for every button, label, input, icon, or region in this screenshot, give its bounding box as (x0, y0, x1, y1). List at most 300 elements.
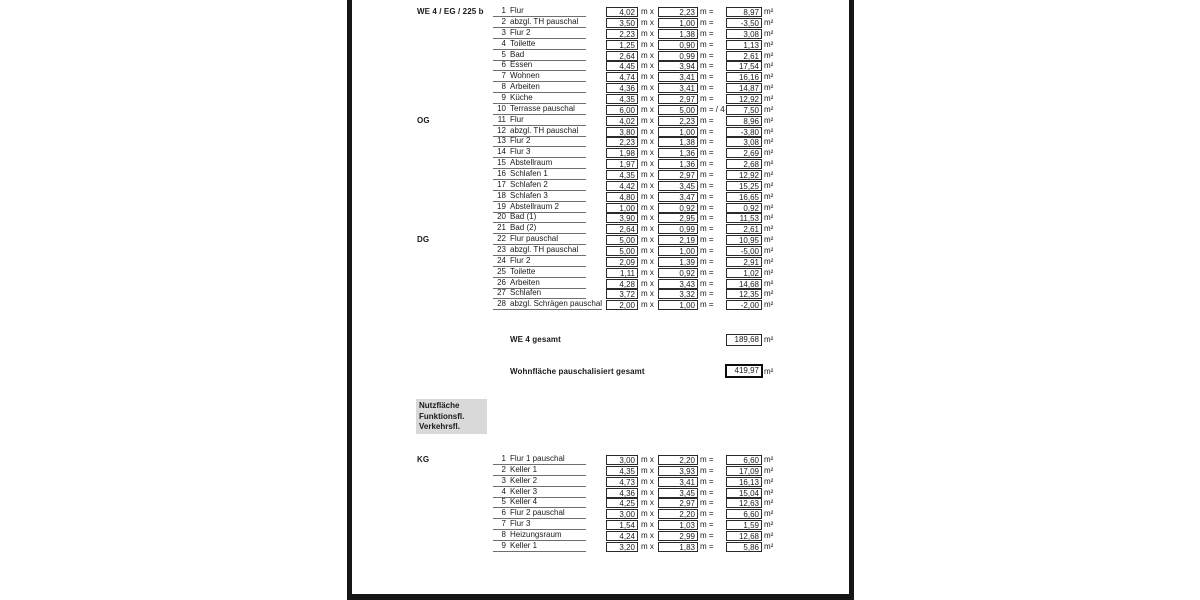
table-row (0, 202, 850, 213)
table-row (0, 104, 850, 115)
room-name-cell (493, 17, 586, 28)
height-value-box: 1,00 (658, 300, 698, 310)
room-name: Flur 2 (510, 255, 531, 265)
unit-sqm-label: m² (764, 180, 774, 190)
area-value-box: 15,25 (726, 181, 762, 191)
room-name: Flur 3 (510, 519, 531, 529)
room-name: Schlafen 1 (510, 168, 548, 178)
room-name: Bad (1) (510, 212, 537, 222)
room-name-cell (493, 256, 586, 267)
legend-line-verkehrsfl: Verkehrsfl. (419, 422, 460, 432)
unit-mx-label: m x (641, 202, 654, 212)
row-number: 28 (497, 299, 506, 309)
unit-sqm-label: m² (764, 83, 774, 93)
unit-sqm-label: m² (764, 531, 774, 540)
unit-sqm-label: m² (764, 137, 774, 147)
area-value-box: 2,91 (726, 257, 762, 267)
unit-sqm-label: m² (764, 224, 774, 234)
unit-eq-label: m = (700, 72, 714, 82)
area-value-box: 3,08 (726, 137, 762, 147)
room-name: Arbeiten (510, 277, 540, 287)
width-value-box: 2,64 (606, 51, 638, 61)
area-value-box: 5,86 (726, 542, 762, 552)
width-value-box: 4,36 (606, 83, 638, 93)
height-value-box: 1,36 (658, 159, 698, 169)
table-row (0, 180, 850, 191)
height-value-box: 2,20 (658, 509, 698, 519)
row-number: 5 (501, 49, 506, 59)
room-name-cell (493, 115, 586, 126)
row-number: 6 (501, 60, 506, 70)
area-value-box: 12,68 (726, 531, 762, 541)
area-value-box: 16,65 (726, 192, 762, 202)
unit-mx-label: m x (641, 104, 654, 114)
table-row (0, 497, 850, 508)
row-number: 11 (497, 114, 506, 124)
room-name: Flur 3 (510, 147, 531, 157)
room-name: Keller 4 (510, 497, 538, 507)
area-value-box: 17,09 (726, 466, 762, 476)
table-row (0, 169, 850, 180)
unit-eq-label: m = (700, 267, 714, 277)
area-value-box: -3,50 (726, 18, 762, 28)
unit-sqm-label: m² (764, 235, 774, 245)
height-value-box: 0,92 (658, 268, 698, 278)
room-name: Wohnen (510, 71, 540, 81)
width-value-box: 3,72 (606, 289, 638, 299)
room-name: Abstellraum 2 (510, 201, 559, 211)
room-name: abzgl. Schrägen pauschal (510, 299, 603, 309)
row-number: 9 (501, 92, 506, 102)
height-value-box: 2,97 (658, 94, 698, 104)
unit-sqm-label: m² (764, 7, 774, 17)
table-row (0, 136, 850, 147)
unit-eq-label: m = (700, 50, 714, 60)
unit-sqm-label: m² (764, 278, 774, 288)
room-name-cell (493, 39, 586, 50)
area-value-box: 6,60 (726, 455, 762, 465)
room-name: abzgl. TH pauschal (510, 125, 579, 135)
height-value-box: 3,45 (658, 181, 698, 191)
row-number: 24 (497, 255, 506, 265)
section-label: WE 4 / EG / 225 b (417, 7, 484, 17)
unit-mx-label: m x (641, 148, 654, 158)
height-value-box: 2,23 (658, 116, 698, 126)
area-value-box: 14,68 (726, 279, 762, 289)
table-row (0, 465, 850, 476)
row-number: 8 (501, 82, 506, 92)
area-value-box: 8,97 (726, 7, 762, 17)
room-name-cell (493, 212, 586, 223)
unit-mx-label: m x (641, 289, 654, 299)
unit-mx-label: m x (641, 541, 654, 551)
page-left-edge (347, 0, 352, 600)
room-name: Keller 2 (510, 475, 538, 485)
area-value-box: 2,61 (726, 51, 762, 61)
unit-mx-label: m x (641, 159, 654, 169)
unit-sqm-label: m² (764, 267, 774, 277)
unit-sqm-label: m² (764, 213, 774, 223)
section-label: OG (417, 115, 430, 125)
section-label: KG (417, 455, 430, 464)
table-row (0, 28, 850, 39)
height-value-box: 0,92 (658, 203, 698, 213)
width-value-box: 1,97 (606, 159, 638, 169)
table-row (0, 191, 850, 202)
table-row (0, 82, 850, 93)
room-name-cell (493, 158, 586, 169)
unit-mx-label: m x (641, 235, 654, 245)
area-value-box: 10,95 (726, 235, 762, 245)
room-name: Flur 2 (510, 27, 531, 37)
room-name-cell (493, 71, 586, 82)
unit-sqm-label: m² (764, 72, 774, 82)
unit-sqm-label: m² (764, 455, 774, 464)
total-row-we4 (0, 332, 850, 346)
area-value-box: 17,54 (726, 61, 762, 71)
unit-mx-label: m x (641, 476, 654, 486)
width-value-box: 3,90 (606, 213, 638, 223)
table-row (0, 541, 850, 552)
room-name-cell (493, 147, 586, 158)
table-row (0, 487, 850, 498)
table-row (0, 50, 850, 61)
height-value-box: 3,94 (658, 61, 698, 71)
width-value-box: 2,09 (606, 257, 638, 267)
room-name-cell (493, 541, 586, 552)
unit-sqm-label: m² (764, 541, 774, 551)
table-row (0, 93, 850, 104)
unit-eq-label: m = (700, 300, 714, 310)
area-value-box: 12,92 (726, 170, 762, 180)
room-name-cell (493, 487, 586, 498)
height-value-box: 2,95 (658, 213, 698, 223)
area-value-box: -2,00 (726, 300, 762, 310)
row-number: 17 (497, 179, 506, 189)
height-value-box: 3,32 (658, 289, 698, 299)
legend-line-nutzflaeche: Nutzfläche (419, 401, 460, 410)
area-value-box: 2,61 (726, 224, 762, 234)
room-name-cell (493, 223, 586, 234)
area-value-box: 3,08 (726, 29, 762, 39)
unit-mx-label: m x (641, 7, 654, 17)
unit-eq-label: m = (700, 93, 714, 103)
unit-eq-label: m = (700, 509, 714, 519)
height-value-box: 1,00 (658, 18, 698, 28)
height-value-box: 1,03 (658, 520, 698, 530)
area-value-box: 6,60 (726, 509, 762, 519)
row-number: 27 (497, 288, 506, 298)
table-row (0, 245, 850, 256)
room-name: Flur (510, 114, 524, 124)
unit-mx-label: m x (641, 93, 654, 103)
table-row (0, 39, 850, 50)
room-name-cell (493, 60, 586, 71)
width-value-box: 4,73 (606, 477, 638, 487)
room-name: Flur pauschal (510, 234, 559, 244)
height-value-box: 5,00 (658, 105, 698, 115)
height-value-box: 1,36 (658, 148, 698, 158)
area-value-box: 0,92 (726, 203, 762, 213)
table-row (0, 17, 850, 28)
unit-eq-label: m = (700, 541, 714, 551)
unit-mx-label: m x (641, 126, 654, 136)
row-number: 8 (501, 530, 506, 539)
table-row (0, 288, 850, 299)
unit-eq-label: m = (700, 115, 714, 125)
unit-sqm-label: m² (764, 509, 774, 519)
room-name: Keller 1 (510, 540, 538, 550)
room-name: Schlafen (510, 288, 542, 298)
room-name-cell (493, 104, 586, 115)
unit-mx-label: m x (641, 267, 654, 277)
room-name-cell (493, 180, 586, 191)
room-name: abzgl. TH pauschal (510, 16, 579, 26)
width-value-box: 3,00 (606, 455, 638, 465)
row-number: 5 (501, 497, 506, 507)
room-name-cell (493, 234, 586, 245)
row-number: 4 (501, 486, 506, 496)
unit-eq-label: m = (700, 487, 714, 497)
row-number: 13 (497, 136, 506, 146)
width-value-box: 1,00 (606, 203, 638, 213)
row-number: 19 (497, 201, 506, 211)
area-value-box: 1,02 (726, 268, 762, 278)
width-value-box: 3,20 (606, 542, 638, 552)
table-row (0, 71, 850, 82)
width-value-box: 4,80 (606, 192, 638, 202)
area-value-box: 16,13 (726, 477, 762, 487)
room-name-cell (493, 136, 586, 147)
unit-eq-label: m = (700, 455, 714, 464)
unit-mx-label: m x (641, 455, 654, 464)
area-value-box: 7,50 (726, 105, 762, 115)
width-value-box: 3,00 (606, 509, 638, 519)
width-value-box: 2,23 (606, 137, 638, 147)
table-row (0, 60, 850, 71)
unit-eq-label: m = (700, 83, 714, 93)
width-value-box: 6,00 (606, 105, 638, 115)
row-number: 23 (497, 244, 506, 254)
unit-sqm-label: m² (764, 148, 774, 158)
room-name: Bad (2) (510, 223, 537, 233)
unit-sqm-label: m² (764, 17, 774, 27)
room-name: Flur 2 pauschal (510, 508, 565, 518)
row-number: 9 (501, 540, 506, 550)
unit-eq-label: m = (700, 245, 714, 255)
unit-eq-label: m = (700, 289, 714, 299)
room-name-cell (493, 267, 586, 278)
area-value-box: 16,16 (726, 72, 762, 82)
row-number: 2 (501, 16, 506, 26)
unit-eq-label: m = (700, 520, 714, 530)
room-name: Keller 3 (510, 486, 538, 496)
unit-sqm-label: m² (764, 256, 774, 266)
unit-sqm-label: m² (764, 465, 774, 475)
area-value-box: -5,00 (726, 246, 762, 256)
table-row (0, 223, 850, 234)
height-value-box: 3,41 (658, 72, 698, 82)
page-bottom-edge (347, 594, 854, 600)
width-value-box: 2,00 (606, 300, 638, 310)
unit-eq-label: m = (700, 256, 714, 266)
row-number: 16 (497, 168, 506, 178)
unit-sqm-label: m² (764, 498, 774, 508)
table-row (0, 256, 850, 267)
row-number: 14 (497, 147, 506, 157)
unit-sqm-label: m² (764, 202, 774, 212)
width-value-box: 4,42 (606, 181, 638, 191)
unit-mx-label: m x (641, 224, 654, 234)
unit-eq-label: m = (700, 28, 714, 38)
area-value-box: 12,35 (726, 289, 762, 299)
row-number: 7 (501, 71, 506, 81)
room-name-cell (493, 278, 586, 289)
table-row (0, 267, 850, 278)
total-label: WE 4 gesamt (510, 335, 561, 344)
table-row (0, 158, 850, 169)
unit-sqm-label: m² (764, 245, 774, 255)
unit-sqm-label: m² (764, 39, 774, 49)
table-row (0, 126, 850, 137)
width-value-box: 4,02 (606, 116, 638, 126)
area-value-box: 12,92 (726, 94, 762, 104)
unit-eq-label: m = (700, 465, 714, 475)
room-name: Schlafen 2 (510, 179, 548, 189)
unit-sqm-label: m² (764, 300, 774, 310)
unit-eq-label: m = (700, 7, 714, 17)
width-value-box: 1,54 (606, 520, 638, 530)
unit-mx-label: m x (641, 520, 654, 530)
unit-mx-label: m x (641, 531, 654, 540)
height-value-box: 2,23 (658, 7, 698, 17)
room-name-cell (493, 93, 586, 104)
unit-eq-label: m = (700, 191, 714, 201)
room-name: Toilette (510, 38, 536, 48)
width-value-box: 4,35 (606, 94, 638, 104)
unit-eq-label: m = (700, 180, 714, 190)
room-name-cell (493, 169, 586, 180)
unit-sqm-label: m² (764, 476, 774, 486)
area-value-box: 2,68 (726, 159, 762, 169)
section-label: DG (417, 235, 430, 245)
width-value-box: 3,50 (606, 18, 638, 28)
height-value-box: 3,93 (658, 466, 698, 476)
width-value-box: 5,00 (606, 235, 638, 245)
table-row (0, 476, 850, 487)
table-row (0, 6, 850, 17)
height-value-box: 0,99 (658, 51, 698, 61)
unit-mx-label: m x (641, 278, 654, 288)
height-value-box: 2,99 (658, 531, 698, 541)
unit-eq-label: m = (700, 235, 714, 245)
unit-sqm-label: m² (764, 50, 774, 60)
unit-eq-label: m = (700, 224, 714, 234)
room-name: Terrasse pauschal (510, 103, 575, 113)
unit-mx-label: m x (641, 256, 654, 266)
row-number: 6 (501, 508, 506, 518)
height-value-box: 3,41 (658, 83, 698, 93)
total-value-box: 189,68 (726, 334, 762, 346)
table-row (0, 115, 850, 126)
table-row (0, 278, 850, 289)
width-value-box: 4,25 (606, 498, 638, 508)
unit-mx-label: m x (641, 180, 654, 190)
row-number: 10 (497, 103, 506, 113)
room-name: Keller 1 (510, 464, 538, 474)
grand-total-value-box: 419,97 (725, 364, 763, 378)
height-value-box: 2,97 (658, 498, 698, 508)
height-value-box: 1,83 (658, 542, 698, 552)
room-name-cell (493, 50, 586, 61)
width-value-box: 2,64 (606, 224, 638, 234)
area-value-box: 11,53 (726, 213, 762, 223)
unit-sqm-label: m² (764, 126, 774, 136)
width-value-box: 4,45 (606, 61, 638, 71)
unit-eq-label: m = (700, 213, 714, 223)
unit-sqm-label: m² (764, 520, 774, 530)
room-name: Heizungsraum (510, 530, 562, 539)
unit-mx-label: m x (641, 498, 654, 508)
unit-eq-label: m = (700, 531, 714, 540)
unit-eq-label: m = (700, 39, 714, 49)
unit-mx-label: m x (641, 487, 654, 497)
room-name-cell (493, 82, 586, 93)
unit-mx-label: m x (641, 213, 654, 223)
width-value-box: 4,02 (606, 7, 638, 17)
area-value-box: 1,13 (726, 40, 762, 50)
height-value-box: 1,39 (658, 257, 698, 267)
row-number: 15 (497, 158, 506, 168)
table-row (0, 519, 850, 530)
unit-sqm-label: m² (764, 487, 774, 497)
width-value-box: 2,23 (606, 29, 638, 39)
width-value-box: 3,80 (606, 127, 638, 137)
table-row (0, 147, 850, 158)
room-name: Arbeiten (510, 82, 540, 92)
area-value-box: 14,87 (726, 83, 762, 93)
width-value-box: 1,25 (606, 40, 638, 50)
room-name-cell (493, 6, 586, 17)
unit-sqm-label: m² (764, 367, 774, 376)
unit-mx-label: m x (641, 169, 654, 179)
unit-sqm-label: m² (764, 159, 774, 169)
unit-mx-label: m x (641, 509, 654, 519)
height-value-box: 3,43 (658, 279, 698, 289)
unit-mx-label: m x (641, 72, 654, 82)
room-name-cell (493, 191, 586, 202)
height-value-box: 3,45 (658, 488, 698, 498)
room-name-cell (493, 202, 586, 213)
table-row (0, 530, 850, 541)
room-name-cell (493, 519, 586, 530)
width-value-box: 4,35 (606, 170, 638, 180)
area-value-box: 15,04 (726, 488, 762, 498)
unit-sqm-label: m² (764, 289, 774, 299)
unit-eq-label: m = (700, 476, 714, 486)
unit-sqm-label: m² (764, 28, 774, 38)
unit-mx-label: m x (641, 115, 654, 125)
row-number: 3 (501, 475, 506, 485)
unit-sqm-label: m² (764, 169, 774, 179)
room-name-cell (493, 454, 586, 465)
room-name-cell (493, 465, 586, 476)
unit-eq-label: m = (700, 17, 714, 27)
room-name: abzgl. TH pauschal (510, 244, 579, 254)
unit-mx-label: m x (641, 61, 654, 71)
table-row (0, 454, 850, 465)
height-value-box: 3,41 (658, 477, 698, 487)
